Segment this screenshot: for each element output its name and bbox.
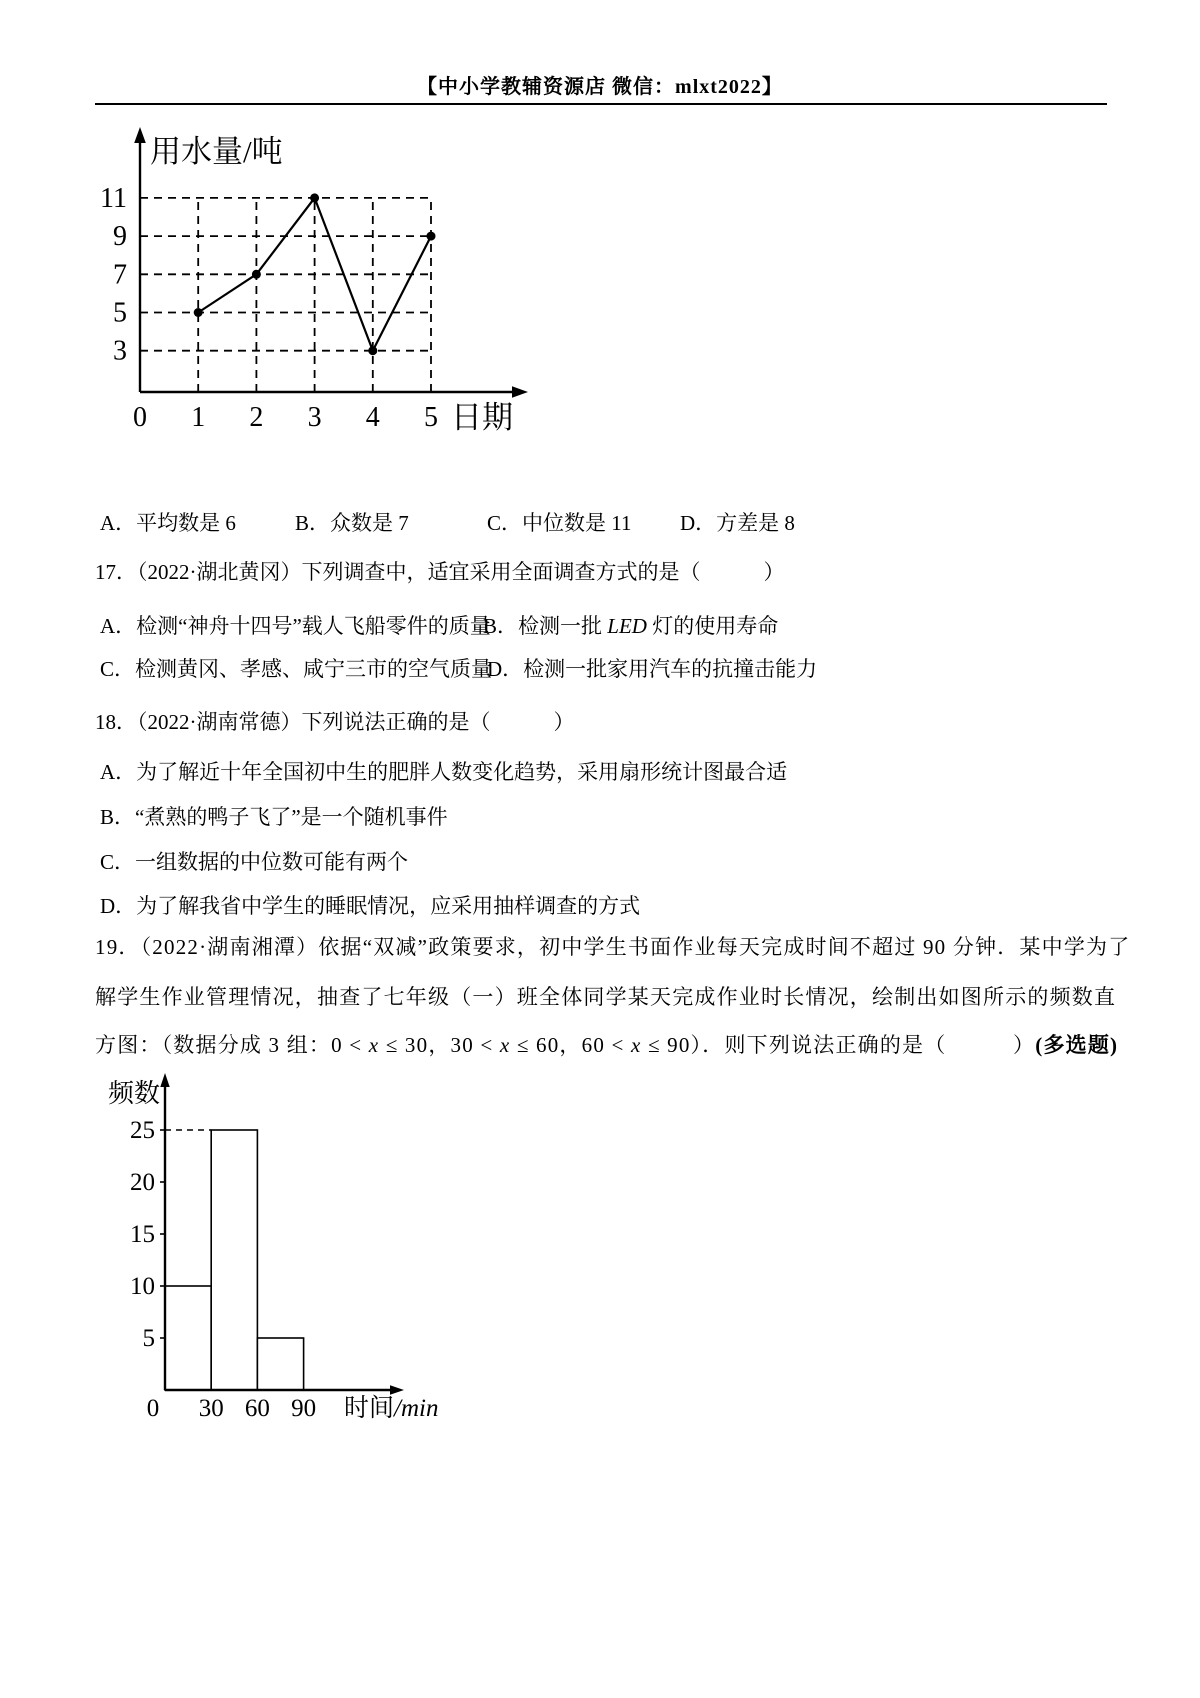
q18-stem: 18．（2022·湖南常德）下列说法正确的是（ ） xyxy=(95,710,575,734)
page-header-title: 【中小学教辅资源店 微信：mlxt2022】 xyxy=(417,76,783,98)
frequency-histogram xyxy=(100,1068,460,1428)
svg-text:3: 3 xyxy=(307,402,322,433)
q18-option-b: B．“煮熟的鸭子飞了”是一个随机事件 xyxy=(100,805,448,829)
q19-stem-line2: 解学生作业管理情况，抽查了七年级（一）班全体同学某天完成作业时长情况，绘制出如图所示的频数直 xyxy=(95,985,1117,1009)
svg-text:60: 60 xyxy=(244,1395,270,1422)
q18-option-c: C．一组数据的中位数可能有两个 xyxy=(100,850,409,874)
svg-text:7: 7 xyxy=(113,259,127,291)
svg-text:10: 10 xyxy=(130,1273,155,1300)
svg-text:25: 25 xyxy=(130,1117,155,1144)
svg-text:时间/min: 时间/min xyxy=(344,1395,439,1422)
q16-option-a: A．平均数是 6 xyxy=(100,511,236,535)
svg-text:4: 4 xyxy=(365,402,380,433)
q16-option-c: C．中位数是 11 xyxy=(487,511,632,535)
svg-text:11: 11 xyxy=(100,182,127,214)
svg-text:20: 20 xyxy=(130,1169,155,1196)
water-usage-line-chart xyxy=(95,122,535,457)
q17-option-c: C．检测黄冈、孝感、咸宁三市的空气质量 xyxy=(100,657,493,681)
q18-option-a: A．为了解近十年全国初中生的肥胖人数变化趋势，采用扇形统计图最合适 xyxy=(100,760,788,784)
svg-text:0: 0 xyxy=(146,1395,160,1422)
svg-text:5: 5 xyxy=(142,1325,155,1352)
svg-text:2: 2 xyxy=(249,402,264,433)
q19-stem-line1: 19．（2022·湖南湘潭）依据“双减”政策要求，初中学生书面作业每天完成时间不超过 90 分钟．某中学为了 xyxy=(95,935,1131,959)
svg-text:日期: 日期 xyxy=(451,400,513,435)
svg-text:90: 90 xyxy=(291,1395,317,1422)
svg-text:3: 3 xyxy=(113,335,127,367)
svg-text:5: 5 xyxy=(424,402,438,433)
q17-option-b: B．检测一批 LED 灯的使用寿命 xyxy=(483,614,779,638)
svg-text:9: 9 xyxy=(113,221,127,253)
svg-text:5: 5 xyxy=(113,297,127,329)
svg-text:1: 1 xyxy=(191,402,206,433)
q17-option-d: D．检测一批家用汽车的抗撞击能力 xyxy=(487,657,818,681)
svg-text:15: 15 xyxy=(130,1221,155,1248)
q17-stem: 17．（2022·湖北黄冈）下列调查中，适宜采用全面调查方式的是（ ） xyxy=(95,560,785,584)
svg-text:0: 0 xyxy=(133,402,147,433)
svg-text:用水量/吨: 用水量/吨 xyxy=(150,134,283,169)
q17-option-a: A．检测“神舟十四号”载人飞船零件的质量 xyxy=(100,614,491,638)
header-divider xyxy=(95,103,1107,105)
q16-option-b: B．众数是 7 xyxy=(295,511,409,535)
svg-text:30: 30 xyxy=(198,1395,224,1422)
q19-stem-line3: 方图：（数据分成 3 组：0 < x ≤ 30，30 < x ≤ 60，60 < x ≤ 90）．则下列说法正确的是（ ）(多选题) xyxy=(95,1033,1119,1057)
q18-option-d: D．为了解我省中学生的睡眠情况，应采用抽样调查的方式 xyxy=(100,894,641,918)
q16-option-d: D．方差是 8 xyxy=(680,511,795,535)
svg-text:频数: 频数 xyxy=(108,1079,161,1108)
